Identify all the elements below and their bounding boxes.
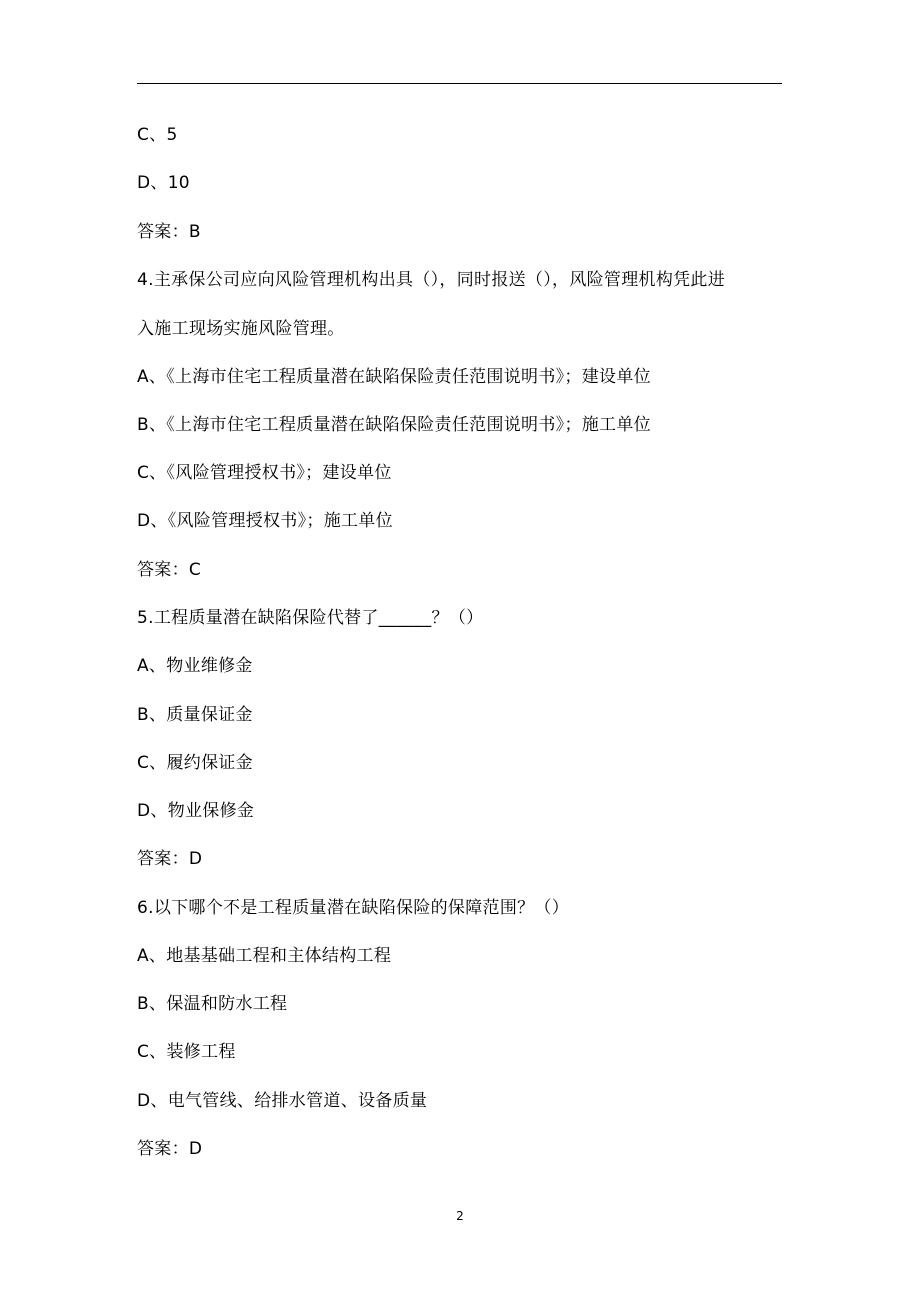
q6-option-b: B、保温和防水工程: [137, 994, 288, 1014]
q5-stem: 5.工程质量潜在缺陷保险代替了______？（）: [137, 608, 484, 628]
q6-stem: 6.以下哪个不是工程质量潜在缺陷保险的保障范围？（）: [137, 898, 570, 918]
q4-option-b: B、《上海市住宅工程质量潜在缺陷保险责任范围说明书》；施工单位: [137, 415, 651, 435]
q3-option-d: D、10: [137, 173, 190, 193]
q4-option-d: D、《风险管理授权书》；施工单位: [137, 511, 393, 531]
q6-option-c: C、装修工程: [137, 1042, 236, 1062]
q5-option-c: C、履约保证金: [137, 753, 253, 773]
q5-answer: 答案：D: [137, 849, 203, 869]
q6-option-a: A、地基基础工程和主体结构工程: [137, 946, 392, 966]
q6-answer: 答案：D: [137, 1139, 203, 1159]
q4-option-a: A、《上海市住宅工程质量潜在缺陷保险责任范围说明书》；建设单位: [137, 367, 651, 387]
q4-option-c: C、《风险管理授权书》；建设单位: [137, 463, 392, 483]
q3-answer: 答案：B: [137, 222, 201, 242]
q4-stem-line1: 4.主承保公司应向风险管理机构出具（），同时报送（），风险管理机构凭此进: [137, 270, 726, 290]
page-number: 2: [456, 1209, 464, 1223]
q6-option-d: D、电气管线、给排水管道、设备质量: [137, 1091, 428, 1111]
q3-option-c: C、5: [137, 125, 178, 145]
q4-answer: 答案：C: [137, 560, 202, 580]
q5-option-b: B、质量保证金: [137, 705, 253, 725]
q5-option-a: A、物业维修金: [137, 656, 253, 676]
header-rule: [137, 83, 782, 84]
q5-option-d: D、物业保修金: [137, 801, 255, 821]
q4-stem-line2: 入施工现场实施风险管理。: [137, 319, 345, 339]
